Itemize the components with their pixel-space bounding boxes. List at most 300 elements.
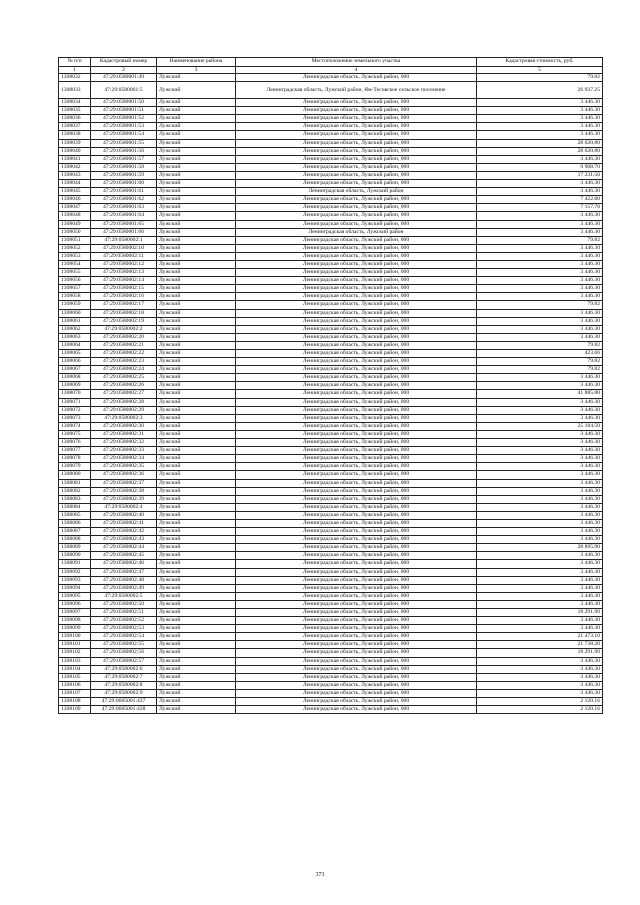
- location: Ленинградская область, Лужский район, 000: [236, 706, 477, 714]
- district-name: Лужский: [157, 552, 236, 560]
- table-row: [59, 277, 603, 285]
- row-index: 1308085: [59, 511, 91, 519]
- row-index: 1308086: [59, 519, 91, 527]
- table-row: [59, 600, 603, 608]
- table-row: [59, 123, 603, 131]
- district-name: Лужский: [157, 74, 236, 82]
- row-index: 1308084: [59, 503, 91, 511]
- location: Ленинградская область, Лужский район, 000: [236, 115, 477, 123]
- cadastral-value: 28 620.80: [477, 147, 603, 155]
- cadastral-value: 28 895.90: [477, 544, 603, 552]
- location: Ленинградская область, Лужский район, 000: [236, 689, 477, 697]
- cadastral-number: 47:29:0580002:18: [91, 309, 157, 317]
- location: Ленинградская область, Лужский район, 000: [236, 600, 477, 608]
- location: Ленинградская область, Лужский район, 000: [236, 422, 477, 430]
- header-location: Местоположение земельного участка: [236, 58, 477, 67]
- cadastral-number: 47:29:0580001:52: [91, 115, 157, 123]
- district-name: Лужский: [157, 609, 236, 617]
- cadastral-number: 47:29:0580002:31: [91, 430, 157, 438]
- cadastral-number: 47:29:0605001:437: [91, 698, 157, 706]
- table-row: [59, 689, 603, 697]
- cadastral-value: 18 291.90: [477, 649, 603, 657]
- table-row: [59, 519, 603, 527]
- cadastral-number: 47:29:0580002:36: [91, 471, 157, 479]
- row-index: 1308036: [59, 115, 91, 123]
- table-row: [59, 617, 603, 625]
- table-row: [59, 439, 603, 447]
- district-name: Лужский: [157, 139, 236, 147]
- location: Ленинградская область, Лужский район, 000: [236, 107, 477, 115]
- table-row: [59, 107, 603, 115]
- district-name: Лужский: [157, 131, 236, 139]
- row-index: 1308089: [59, 544, 91, 552]
- row-index: 1308047: [59, 204, 91, 212]
- row-index: 1308057: [59, 285, 91, 293]
- row-index: 1308075: [59, 430, 91, 438]
- district-name: Лужский: [157, 447, 236, 455]
- district-name: Лужский: [157, 204, 236, 212]
- row-index: 1308106: [59, 681, 91, 689]
- location: Ленинградская область, Лужский район, 000: [236, 212, 477, 220]
- location: Ленинградская область, Лужский район, 000: [236, 560, 477, 568]
- location: Ленинградская область, Лужский район, 000: [236, 147, 477, 155]
- table-row: [59, 180, 603, 188]
- location: Ленинградская область, Лужский район, 000: [236, 681, 477, 689]
- district-name: Лужский: [157, 471, 236, 479]
- cadastral-number: 47:29:0580001:63: [91, 204, 157, 212]
- row-index: 1308061: [59, 317, 91, 325]
- district-name: Лужский: [157, 236, 236, 244]
- row-index: 1308105: [59, 673, 91, 681]
- location: Ленинградская область, Лужский район, 000: [236, 317, 477, 325]
- district-name: Лужский: [157, 439, 236, 447]
- district-name: Лужский: [157, 617, 236, 625]
- district-name: Лужский: [157, 633, 236, 641]
- cadastral-number: 47:29:0580002:54: [91, 633, 157, 641]
- location: Ленинградская область, Лужский район, 000: [236, 471, 477, 479]
- table-row: [59, 309, 603, 317]
- row-index: 1308079: [59, 463, 91, 471]
- row-index: 1308049: [59, 220, 91, 228]
- district-name: Лужский: [157, 374, 236, 382]
- row-index: 1308081: [59, 479, 91, 487]
- cadastral-number: 47:29:0580002:47: [91, 568, 157, 576]
- cadastral-value: 3 446.30: [477, 528, 603, 536]
- row-index: 1308059: [59, 301, 91, 309]
- row-index: 1308056: [59, 277, 91, 285]
- column-number: 2: [91, 67, 157, 74]
- district-name: Лужский: [157, 180, 236, 188]
- row-index: 1308093: [59, 576, 91, 584]
- cadastral-number: 47:29:0580001:65: [91, 220, 157, 228]
- location: Ленинградская область, Лужский район, 000: [236, 382, 477, 390]
- district-name: Лужский: [157, 358, 236, 366]
- district-name: Лужский: [157, 463, 236, 471]
- location: Ленинградская область, Лужский район, 000: [236, 398, 477, 406]
- table-row: [59, 74, 603, 82]
- cadastral-number: 47:29:0580002:7: [91, 673, 157, 681]
- location: Ленинградская область, Лужский район, 000: [236, 196, 477, 204]
- district-name: Лужский: [157, 107, 236, 115]
- cadastral-number: 47:29:0580002:49: [91, 584, 157, 592]
- cadastral-number: 47:29:0580001:49: [91, 74, 157, 82]
- row-index: 1308060: [59, 309, 91, 317]
- location: Ленинградская область, Лужский район, 000: [236, 487, 477, 495]
- cadastral-value: 79.82: [477, 301, 603, 309]
- cadastral-value: 3 446.30: [477, 374, 603, 382]
- location: Ленинградская область, Лужский район, 000: [236, 390, 477, 398]
- table-row: [59, 536, 603, 544]
- cadastral-number: 47:29:0580001:51: [91, 107, 157, 115]
- district-name: Лужский: [157, 293, 236, 301]
- cadastral-number: 47:29:0580002:5: [91, 592, 157, 600]
- location: Ленинградская область, Лужский район, 000: [236, 657, 477, 665]
- table-row: [59, 350, 603, 358]
- cadastral-value: 3 446.30: [477, 519, 603, 527]
- district-name: Лужский: [157, 390, 236, 398]
- cadastral-value: 3 446.30: [477, 455, 603, 463]
- cadastral-value: 3 446.30: [477, 479, 603, 487]
- cadastral-value: 3 446.30: [477, 252, 603, 260]
- cadastral-number: 47:29:0580002:13: [91, 269, 157, 277]
- cadastral-value: 7 157.70: [477, 204, 603, 212]
- row-index: 1308054: [59, 260, 91, 268]
- location: Ленинградская область, Лужский район, 000: [236, 455, 477, 463]
- row-index: 1308076: [59, 439, 91, 447]
- cadastral-value: 7 422.80: [477, 196, 603, 204]
- row-index: 1308087: [59, 528, 91, 536]
- district-name: Лужский: [157, 115, 236, 123]
- table-row: [59, 252, 603, 260]
- cadastral-value: 3 446.30: [477, 430, 603, 438]
- location: Ленинградская область, Лужский район, 000: [236, 528, 477, 536]
- cadastral-value: 3 446.30: [477, 115, 603, 123]
- row-index: 1308107: [59, 689, 91, 697]
- district-name: Лужский: [157, 536, 236, 544]
- table-row: [59, 301, 603, 309]
- table-row: [59, 657, 603, 665]
- district-name: Лужский: [157, 503, 236, 511]
- row-index: 1308100: [59, 633, 91, 641]
- district-name: Лужский: [157, 382, 236, 390]
- cadastral-number: 47:29:0580002:21: [91, 341, 157, 349]
- row-index: 1308109: [59, 706, 91, 714]
- cadastral-number: 47:29:0580002:11: [91, 252, 157, 260]
- table-row: [59, 511, 603, 519]
- district-name: Лужский: [157, 698, 236, 706]
- column-number: 4: [236, 67, 477, 74]
- cadastral-number: 47:29:0580001:54: [91, 131, 157, 139]
- cadastral-value: 28 620.80: [477, 139, 603, 147]
- district-name: Лужский: [157, 171, 236, 179]
- location: Ленинградская область, Лужский район, 000: [236, 155, 477, 163]
- location: Ленинградская область, Лужский район, 000: [236, 576, 477, 584]
- table-row: [59, 455, 603, 463]
- district-name: Лужский: [157, 519, 236, 527]
- table-row: [59, 487, 603, 495]
- location: Ленинградская область, Лужский район, 000: [236, 519, 477, 527]
- cadastral-value: 2 120.16: [477, 698, 603, 706]
- row-index: 1308078: [59, 455, 91, 463]
- cadastral-number: 47:29:0580002:25: [91, 374, 157, 382]
- district-name: Лужский: [157, 455, 236, 463]
- district-name: Лужский: [157, 82, 236, 99]
- row-index: 1308104: [59, 665, 91, 673]
- table-row: [59, 382, 603, 390]
- row-index: 1308072: [59, 406, 91, 414]
- table-row: [59, 649, 603, 657]
- cadastral-value: 3 446.30: [477, 560, 603, 568]
- cadastral-number: 47:29:0580001:57: [91, 155, 157, 163]
- cadastral-value: 2 120.16: [477, 706, 603, 714]
- district-name: Лужский: [157, 196, 236, 204]
- cadastral-number: 47:29:0580002:2: [91, 325, 157, 333]
- table-header-row: [59, 58, 603, 67]
- cadastral-table-sheet: [58, 57, 600, 714]
- district-name: Лужский: [157, 163, 236, 171]
- table-row: [59, 269, 603, 277]
- cadastral-value: 3 446.30: [477, 293, 603, 301]
- cadastral-value: 3 446.30: [477, 285, 603, 293]
- location: Ленинградская область, Лужский район, 000: [236, 333, 477, 341]
- cadastral-value: 3 446.30: [477, 600, 603, 608]
- cadastral-value: 3 446.30: [477, 123, 603, 131]
- location: Ленинградская область, Лужский район, 000: [236, 139, 477, 147]
- location: Ленинградская область, Лужский район, 000: [236, 204, 477, 212]
- location: Ленинградская область, Лужский район, 000: [236, 163, 477, 171]
- location: Ленинградская область, Лужский район, 000: [236, 252, 477, 260]
- location: Ленинградская область, Лужский район, 000: [236, 463, 477, 471]
- table-row: [59, 463, 603, 471]
- row-index: 1308077: [59, 447, 91, 455]
- column-number: 3: [157, 67, 236, 74]
- cadastral-number: 47:29:0580002:14: [91, 277, 157, 285]
- row-index: 1308039: [59, 139, 91, 147]
- table-row: [59, 633, 603, 641]
- cadastral-number: 47:29:0580002:48: [91, 576, 157, 584]
- table-row: [59, 285, 603, 293]
- cadastral-value: 17 231.50: [477, 171, 603, 179]
- row-index: 1308066: [59, 358, 91, 366]
- row-index: 1308058: [59, 293, 91, 301]
- table-row: [59, 471, 603, 479]
- location: Ленинградская область, Лужский район, 000: [236, 665, 477, 673]
- district-name: Лужский: [157, 309, 236, 317]
- table-row: [59, 560, 603, 568]
- cadastral-value: 79.82: [477, 341, 603, 349]
- row-index: 1308032: [59, 74, 91, 82]
- location: Ленинградская область, Лужский район, 000: [236, 325, 477, 333]
- table-row: [59, 390, 603, 398]
- cadastral-value: 3 446.30: [477, 333, 603, 341]
- table-row: [59, 333, 603, 341]
- cadastral-value: 79.82: [477, 236, 603, 244]
- table-row: [59, 592, 603, 600]
- cadastral-value: 3 446.30: [477, 414, 603, 422]
- cadastral-number: 47:29:0580002:55: [91, 641, 157, 649]
- cadastral-number: 47:29:0580002:42: [91, 528, 157, 536]
- location: Ленинградская область, Лужский район, 000: [236, 414, 477, 422]
- cadastral-value-table: [58, 57, 603, 714]
- table-row: [59, 568, 603, 576]
- row-index: 1308043: [59, 171, 91, 179]
- cadastral-number: 47:29:0580002:1: [91, 236, 157, 244]
- row-index: 1308074: [59, 422, 91, 430]
- district-name: Лужский: [157, 147, 236, 155]
- row-index: 1308088: [59, 536, 91, 544]
- district-name: Лужский: [157, 600, 236, 608]
- cadastral-number: 47:29:0580001:50: [91, 99, 157, 107]
- row-index: 1308083: [59, 495, 91, 503]
- district-name: Лужский: [157, 560, 236, 568]
- location: Ленинградская область, Лужский район, 000: [236, 406, 477, 414]
- cadastral-value: 3 446.30: [477, 447, 603, 455]
- cadastral-number: 47:29:0580002:12: [91, 260, 157, 268]
- row-index: 1308096: [59, 600, 91, 608]
- row-index: 1308062: [59, 325, 91, 333]
- cadastral-value: 3 446.30: [477, 495, 603, 503]
- district-name: Лужский: [157, 544, 236, 552]
- location: Ленинградская область, Лужский район, 000: [236, 625, 477, 633]
- location: Ленинградская область, Лужский район, 000: [236, 74, 477, 82]
- table-row: [59, 228, 603, 236]
- cadastral-value: 3 446.30: [477, 244, 603, 252]
- row-index: 1308040: [59, 147, 91, 155]
- cadastral-number: 47:29:0580002:19: [91, 317, 157, 325]
- table-row: [59, 495, 603, 503]
- location: Ленинградская область, Лужский район, 000: [236, 609, 477, 617]
- row-index: 1308091: [59, 560, 91, 568]
- table-row: [59, 528, 603, 536]
- location: Ленинградская область, Лужский район, 000: [236, 366, 477, 374]
- cadastral-value: 3 446.30: [477, 471, 603, 479]
- location: Ленинградская область, Лужский район, 000: [236, 641, 477, 649]
- cadastral-number: 47:29:0580001:61: [91, 188, 157, 196]
- district-name: Лужский: [157, 99, 236, 107]
- column-number: 5: [477, 67, 603, 74]
- cadastral-number: 47:29:0580002:6: [91, 665, 157, 673]
- district-name: Лужский: [157, 350, 236, 358]
- cadastral-number: 47:29:0580001:56: [91, 147, 157, 155]
- cadastral-value: 79.82: [477, 358, 603, 366]
- district-name: Лужский: [157, 576, 236, 584]
- cadastral-number: 47:29:0580002:40: [91, 511, 157, 519]
- row-index: 1308073: [59, 414, 91, 422]
- table-row: [59, 681, 603, 689]
- row-index: 1308048: [59, 212, 91, 220]
- cadastral-value: 3 446.30: [477, 260, 603, 268]
- column-number-row: [59, 67, 603, 74]
- cadastral-number: 47:29:0580001:62: [91, 196, 157, 204]
- table-body: [59, 74, 603, 714]
- table-row: [59, 414, 603, 422]
- row-index: 1308041: [59, 155, 91, 163]
- cadastral-number: 47:29:0580002:17: [91, 301, 157, 309]
- cadastral-value: 3 446.30: [477, 673, 603, 681]
- cadastral-number: 47:29:0580002:34: [91, 455, 157, 463]
- cadastral-value: 3 446.30: [477, 220, 603, 228]
- district-name: Лужский: [157, 277, 236, 285]
- cadastral-value: 3 446.30: [477, 406, 603, 414]
- row-index: 1308035: [59, 107, 91, 115]
- cadastral-value: 9 908.70: [477, 163, 603, 171]
- table-row: [59, 398, 603, 406]
- district-name: Лужский: [157, 584, 236, 592]
- cadastral-value: 3 446.30: [477, 188, 603, 196]
- location: Ленинградская область, Лужский район: [236, 188, 477, 196]
- location: Ленинградская область, Лужский район, 000: [236, 633, 477, 641]
- row-index: 1308082: [59, 487, 91, 495]
- table-row: [59, 212, 603, 220]
- cadastral-value: 26 937.25: [477, 82, 603, 99]
- table-row: [59, 503, 603, 511]
- row-index: 1308090: [59, 552, 91, 560]
- cadastral-number: 47:29:0580002:33: [91, 447, 157, 455]
- district-name: Лужский: [157, 665, 236, 673]
- district-name: Лужский: [157, 487, 236, 495]
- table-row: [59, 673, 603, 681]
- district-name: Лужский: [157, 495, 236, 503]
- district-name: Лужский: [157, 317, 236, 325]
- district-name: Лужский: [157, 123, 236, 131]
- cadastral-value: 3 446.30: [477, 317, 603, 325]
- cadastral-number: 47:29:0580002:38: [91, 487, 157, 495]
- cadastral-value: 3 446.30: [477, 382, 603, 390]
- table-row: [59, 196, 603, 204]
- location: Ленинградская область, Лужский район, 000: [236, 131, 477, 139]
- location: Ленинградская область, Лужский район, 000: [236, 544, 477, 552]
- table-row: [59, 131, 603, 139]
- row-index: 1308097: [59, 609, 91, 617]
- location: Ленинградская область, Лужский район, 000: [236, 341, 477, 349]
- page-number: 373: [315, 872, 325, 878]
- table-row: [59, 447, 603, 455]
- cadastral-number: 47:29:0580002:52: [91, 617, 157, 625]
- location: Ленинградская область, Лужский район, 000: [236, 503, 477, 511]
- district-name: Лужский: [157, 511, 236, 519]
- district-name: Лужский: [157, 285, 236, 293]
- district-name: Лужский: [157, 479, 236, 487]
- location: Ленинградская область, Лужский район, 000: [236, 236, 477, 244]
- location: Ленинградская область, Лужский район, 000: [236, 220, 477, 228]
- district-name: Лужский: [157, 706, 236, 714]
- location: Ленинградская область, Лужский район, 000: [236, 430, 477, 438]
- cadastral-value: 79.82: [477, 366, 603, 374]
- header-cadastral-number: Кадастровый номер: [91, 58, 157, 67]
- cadastral-value: 3 446.30: [477, 511, 603, 519]
- cadastral-number: 47:29:0580001:59: [91, 171, 157, 179]
- location: Ленинградская область, Лужский район, 000: [236, 171, 477, 179]
- cadastral-value: 3 446.30: [477, 592, 603, 600]
- table-row: [59, 188, 603, 196]
- table-row: [59, 609, 603, 617]
- cadastral-value: 3 446.30: [477, 689, 603, 697]
- cadastral-number: 47:29:0580001:55: [91, 139, 157, 147]
- cadastral-number: 47:29:0580001:66: [91, 228, 157, 236]
- table-row: [59, 325, 603, 333]
- district-name: Лужский: [157, 422, 236, 430]
- location: Ленинградская область, Лужский район, 000: [236, 309, 477, 317]
- cadastral-value: 21 473.10: [477, 633, 603, 641]
- cadastral-number: 47:29:0580002:28: [91, 398, 157, 406]
- row-index: 1308033: [59, 82, 91, 99]
- table-row: [59, 99, 603, 107]
- district-name: Лужский: [157, 366, 236, 374]
- table-row: [59, 576, 603, 584]
- table-row: [59, 147, 603, 155]
- row-index: 1308052: [59, 244, 91, 252]
- row-index: 1308034: [59, 99, 91, 107]
